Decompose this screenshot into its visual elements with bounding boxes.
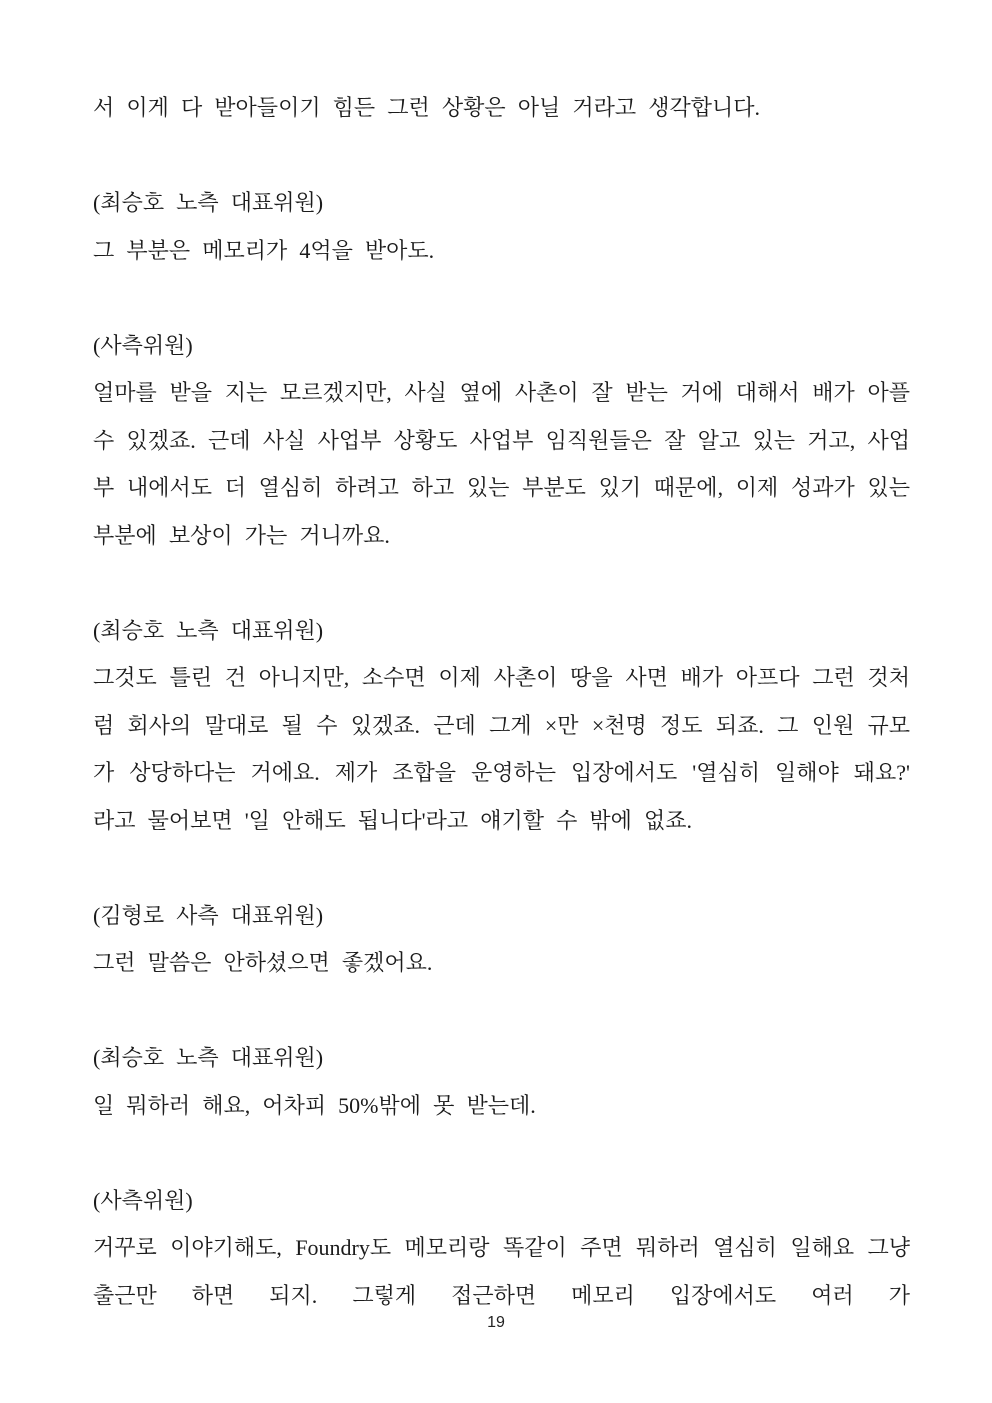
speech-text: 일 뭐하러 해요, 어차피 50%밖에 못 받는데. <box>93 1092 536 1118</box>
page-number: 19 <box>487 1314 505 1331</box>
speaker-label: (최승호 노측 대표위원) <box>93 617 324 643</box>
speech-block <box>93 1177 910 1320</box>
speech-block <box>93 892 910 987</box>
speech-text: 그것도 틀린 건 아니지만, 소수면 이제 사촌이 땅을 사면 배가 아프다 그런 것처럼 회사의 말대로 될 수 있겠죠. 근데 그게 ×만 ×천명 정도 되죠. 그 인원 규모가 상당하다는 거에요. 제가 조합을 운영하는 입장에서도 '열심히 일해야 돼요?' 라고 물어보면 '일 안해도 됩니다'라고 얘기할 수 밖에 없죠. <box>93 665 910 833</box>
speech-block <box>93 179 910 274</box>
speech-block <box>93 322 910 560</box>
speech-text: 얼마를 받을 지는 모르겠지만, 사실 옆에 사촌이 잘 받는 거에 대해서 배가 아플 수 있겠죠. 근데 사실 사업부 상황도 사업부 임직원들은 잘 알고 있는 거고, 사업부 내에서도 더 열심히 하려고 하고 있는 부분도 있기 때문에, 이제 성과가 있는 부분에 보상이 가는 거니까요. <box>93 380 910 548</box>
speaker-label: (최승호 노측 대표위원) <box>93 1045 324 1070</box>
speaker-label: (사측위원) <box>93 332 193 358</box>
speech-text: 그런 말씀은 안하셨으면 좋겠어요. <box>93 950 433 975</box>
speaker-label: (최승호 노측 대표위원) <box>93 190 324 215</box>
speaker-label: (사측위원) <box>93 1187 193 1213</box>
speech-block <box>93 1034 910 1129</box>
speaker-label: (김형로 사측 대표위원) <box>93 902 324 928</box>
speech-block <box>93 607 910 845</box>
speech-text: 그 부분은 메모리가 4억을 받아도. <box>93 237 435 263</box>
speech-text: 거꾸로 이야기해도, Foundry도 메모리랑 똑같이 주면 뭐하러 열심히 일해요 그냥 출근만 하면 되지. 그렇게 접근하면 메모리 입장에서도 여러 가 <box>93 1235 910 1308</box>
paragraph-continuation: 서 이게 다 받아들이기 힘든 그런 상황은 아닐 거라고 생각합니다. <box>93 95 760 120</box>
